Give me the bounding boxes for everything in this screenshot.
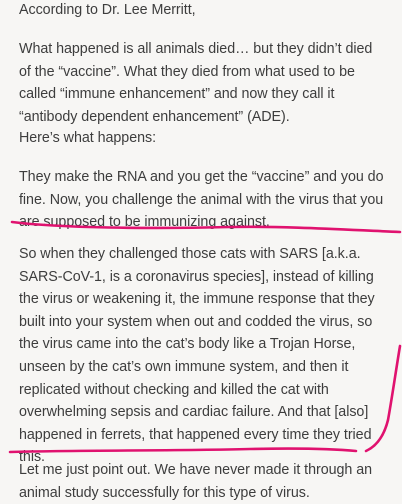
paragraph-animal-study bbox=[19, 459, 399, 504]
text-line: “antibody dependent enhancement” (ADE). bbox=[19, 108, 290, 125]
text-line: this. bbox=[19, 449, 45, 466]
text-line: Let me just point out. We have never made it through an bbox=[19, 462, 373, 478]
text-line: fine. Now, you challenge the animal with the virus that you bbox=[19, 191, 384, 208]
text-line: of the “vaccine”. What they died from what used to be bbox=[19, 63, 355, 80]
text-line: the virus or weakening it, the immune response that they bbox=[19, 291, 375, 308]
text-line: What happened is all animals died… but they didn’t died bbox=[19, 41, 373, 57]
paragraph-attribution bbox=[19, 0, 399, 22]
text-line: built into your system when out and codded the virus, so bbox=[19, 313, 373, 330]
text-line: replicated without checking and killed the cat with bbox=[19, 381, 329, 398]
text-line: happened in ferrets, that happened every time they tried bbox=[19, 426, 372, 443]
text-line: They make the RNA and you get the “vaccine” and you do bbox=[19, 169, 384, 185]
paragraph-rna bbox=[19, 166, 399, 234]
text-line: are supposed to be immunizing against. bbox=[19, 214, 270, 231]
text-line: SARS-CoV-1, is a coronavirus species], instead of killing bbox=[19, 268, 374, 285]
text-line: called “immune enhancement” and now they call it bbox=[19, 86, 335, 103]
text-line: Here’s what happens: bbox=[19, 130, 157, 146]
text-line: the virus came into the cat’s body like a Trojan Horse, bbox=[19, 336, 356, 353]
text-line: overwhelming sepsis and cardiac failure. And that [also] bbox=[19, 404, 369, 421]
text-line: So when they challenged those cats with SARS [a.k.a. bbox=[19, 246, 361, 262]
text-line: unseen by the cat’s own immune system, and then it bbox=[19, 358, 349, 375]
paragraph-heres-what-happens bbox=[19, 127, 399, 150]
text-line: animal study successfully for this type of virus. bbox=[19, 484, 310, 501]
paragraph-cats-sars bbox=[19, 243, 399, 469]
paragraph-ade bbox=[19, 38, 399, 128]
text-line: According to Dr. Lee Merritt, bbox=[19, 2, 196, 18]
